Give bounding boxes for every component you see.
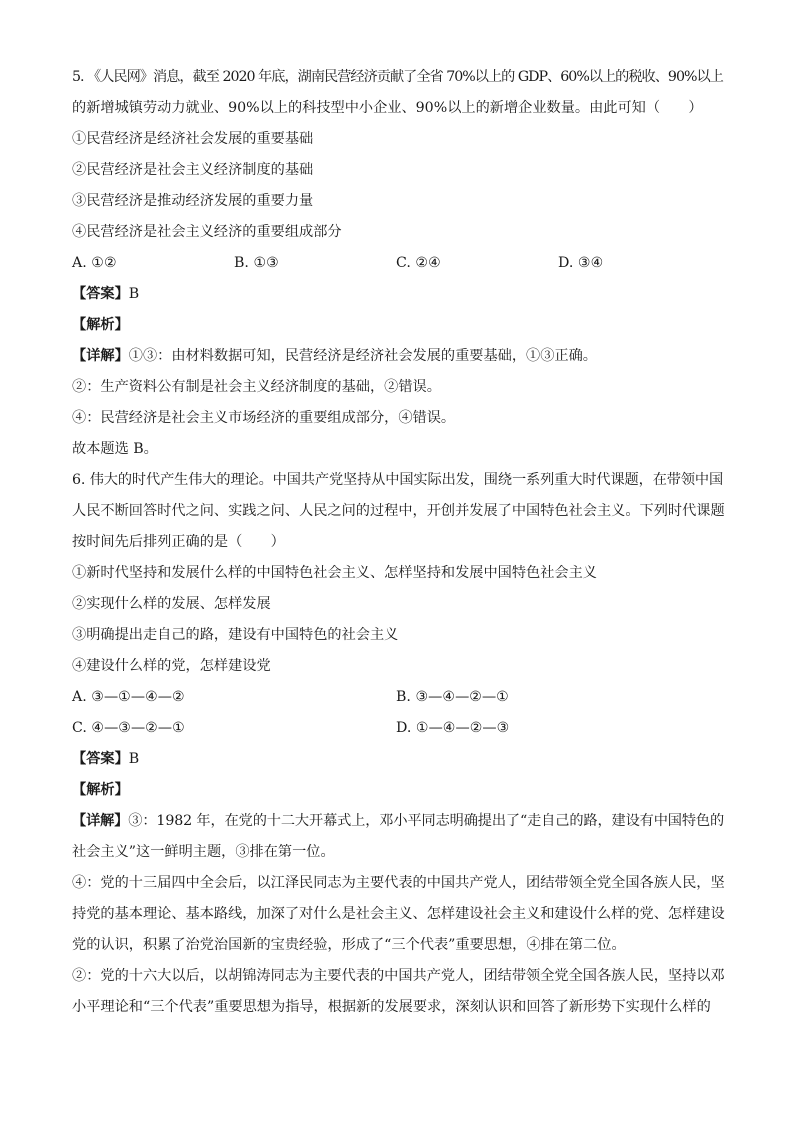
q6-item-4: ④建设什么样的党，怎样建设党 — [72, 658, 271, 674]
q6-item-3: ③明确提出走自己的路，建设有中国特色的社会主义 — [72, 627, 399, 643]
q6-stem-line-1: 6. 伟大的时代产生伟大的理论。中国共产党坚持从中国实际出发，围绕一系列重大时代课题，在带领中国 — [72, 472, 724, 488]
q5-item-2: ②民营经济是社会主义经济制度的基础 — [72, 162, 314, 178]
q6-answer: B — [128, 751, 140, 767]
q5-answer-line — [72, 279, 726, 310]
q5-detail-tag: 【详解】 — [72, 348, 129, 364]
q6-detail-tag: 【详解】 — [72, 813, 129, 829]
q6-detail-p1-text-1: ③：1982 年，在党的十二大开幕式上，邓小平同志明确提出了“走自己的路，建设有中国特色的 — [128, 813, 725, 829]
q5-answer-tag: 【答案】 — [72, 286, 129, 302]
q5-detail-line-3: ④：民营经济是社会主义市场经济的重要组成部分，④错误。 — [72, 410, 456, 426]
q6-stem-line-3: 按时间先后排列正确的是（ ） — [72, 534, 285, 550]
q5-answer: B — [128, 286, 140, 302]
q6-option-b: B. ③—④—②—① — [396, 689, 509, 705]
q5-detail-text-1: ①③：由材料数据可知，民营经济是经济社会发展的重要基础，①③正确。 — [128, 348, 597, 364]
document-page — [72, 62, 726, 1023]
q5-stem-line-2: 的新增城镇劳动力就业、90%以上的科技型中小企业、90%以上的新增企业数量。由此可知（ ） — [72, 100, 703, 116]
q6-option-c: C. ④—③—②—① — [72, 720, 185, 736]
q6-detail-p1-line-1 — [72, 806, 726, 837]
q6-options-row-1 — [72, 682, 726, 713]
q6-detail-p3-line-2: 小平理论和“三个代表”重要思想为指导，根据新的发展要求，深刻认识和回答了新形势下实现什么样的 — [72, 999, 711, 1015]
q6-analysis-line — [72, 775, 726, 806]
q6-answer-line — [72, 744, 726, 775]
q5-options — [72, 248, 726, 279]
q5-stem-line-1: 5. 《人民网》消息，截至 2020 年底，湖南民营经济贡献了全省 70%以上的 GDP、60%以上的税收、90%以上 — [72, 69, 723, 85]
q6-detail-p1-line-2: 社会主义”这一鲜明主题，③排在第一位。 — [72, 844, 335, 860]
q6-stem-line-2: 人民不断回答时代之问、实践之问、人民之问的过程中，开创并发展了中国特色社会主义。下列时代课题 — [72, 503, 725, 519]
q6-detail-p3-line-1: ②：党的十六大以后，以胡锦涛同志为主要代表的中国共产党人，团结带领全党全国各族人民，坚持以邓 — [72, 968, 725, 984]
q6-option-d: D. ①—④—②—③ — [396, 720, 510, 736]
q5-option-c: C. ②④ — [396, 255, 441, 271]
q6-item-2: ②实现什么样的发展、怎样发展 — [72, 596, 271, 612]
q6-detail-p2-line-2: 持党的基本理论、基本路线，加深了对什么是社会主义、怎样建设社会主义和建设什么样的党、怎样建设 — [72, 906, 725, 922]
q5-detail-line-2: ②：生产资料公有制是社会主义经济制度的基础，②错误。 — [72, 379, 441, 395]
q5-item-4: ④民营经济是社会主义经济的重要组成部分 — [72, 224, 342, 240]
q6-option-a: A. ③—①—④—② — [72, 689, 185, 705]
q5-analysis-line — [72, 310, 726, 341]
q5-detail-line-4: 故本题选 B。 — [72, 441, 158, 457]
q6-analysis-tag: 【解析】 — [72, 782, 129, 798]
q5-analysis-tag: 【解析】 — [72, 317, 129, 333]
q6-answer-tag: 【答案】 — [72, 751, 129, 767]
q5-item-3: ③民营经济是推动经济发展的重要力量 — [72, 193, 314, 209]
q6-detail-p2-line-1: ④：党的十三届四中全会后，以江泽民同志为主要代表的中国共产党人，团结带领全党全国各族人民，坚 — [72, 875, 725, 891]
q5-item-1: ①民营经济是经济社会发展的重要基础 — [72, 131, 314, 147]
q6-options-row-2 — [72, 713, 726, 744]
q6-detail-p2-line-3: 党的认识，积累了治党治国新的宝贵经验，形成了“三个代表”重要思想，④排在第二位。 — [72, 937, 626, 953]
q5-option-a: A. ①② — [72, 255, 117, 271]
q5-option-b: B. ①③ — [234, 255, 279, 271]
q5-option-d: D. ③④ — [558, 255, 604, 271]
q5-detail-line-1 — [72, 341, 726, 372]
q6-item-1: ①新时代坚持和发展什么样的中国特色社会主义、怎样坚持和发展中国特色社会主义 — [72, 565, 597, 581]
